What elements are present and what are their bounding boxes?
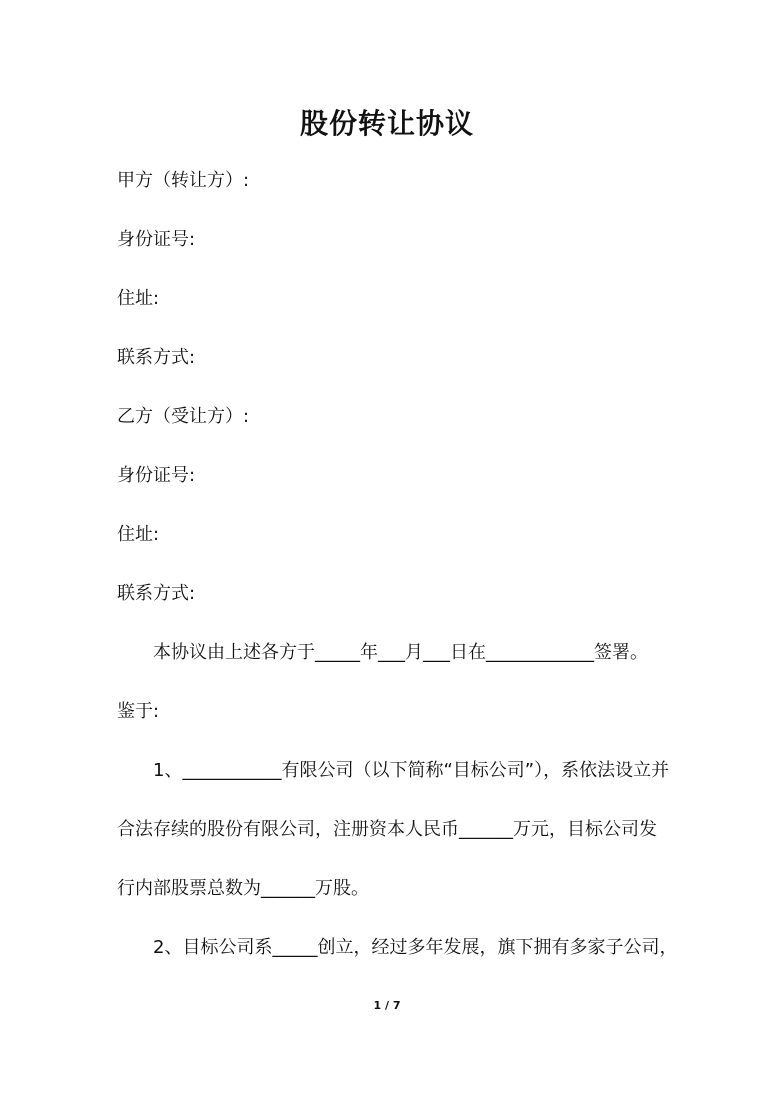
page-number: 1 / 7 [373, 999, 401, 1012]
party-b-address-label: 住址: [117, 524, 160, 545]
signing-statement: 本协议由上述各方于_____年___月___日在____________签署。 [153, 642, 648, 663]
party-a-id-label: 身份证号: [117, 229, 196, 250]
clause-2-line-1: 2、目标公司系_____创立，经过多年发展，旗下拥有多家子公司， [153, 937, 678, 958]
whereas-heading: 鉴于: [117, 701, 160, 722]
clause-1-line-2: 合法存续的股份有限公司，注册资本人民币______万元，目标公司发 [117, 819, 657, 840]
party-b-label: 乙方（受让方）: [117, 406, 250, 427]
document-title: 股份转让协议 [299, 107, 474, 140]
party-b-contact-label: 联系方式: [117, 583, 196, 604]
party-a-contact-label: 联系方式: [117, 347, 196, 368]
party-b-id-label: 身份证号: [117, 465, 196, 486]
clause-1-line-3: 行内部股票总数为______万股。 [117, 878, 369, 899]
party-a-label: 甲方（转让方）: [117, 170, 250, 191]
party-a-address-label: 住址: [117, 288, 160, 309]
clause-1-line-1: 1、___________有限公司（以下简称“目标公司”），系依法设立并 [153, 760, 670, 781]
